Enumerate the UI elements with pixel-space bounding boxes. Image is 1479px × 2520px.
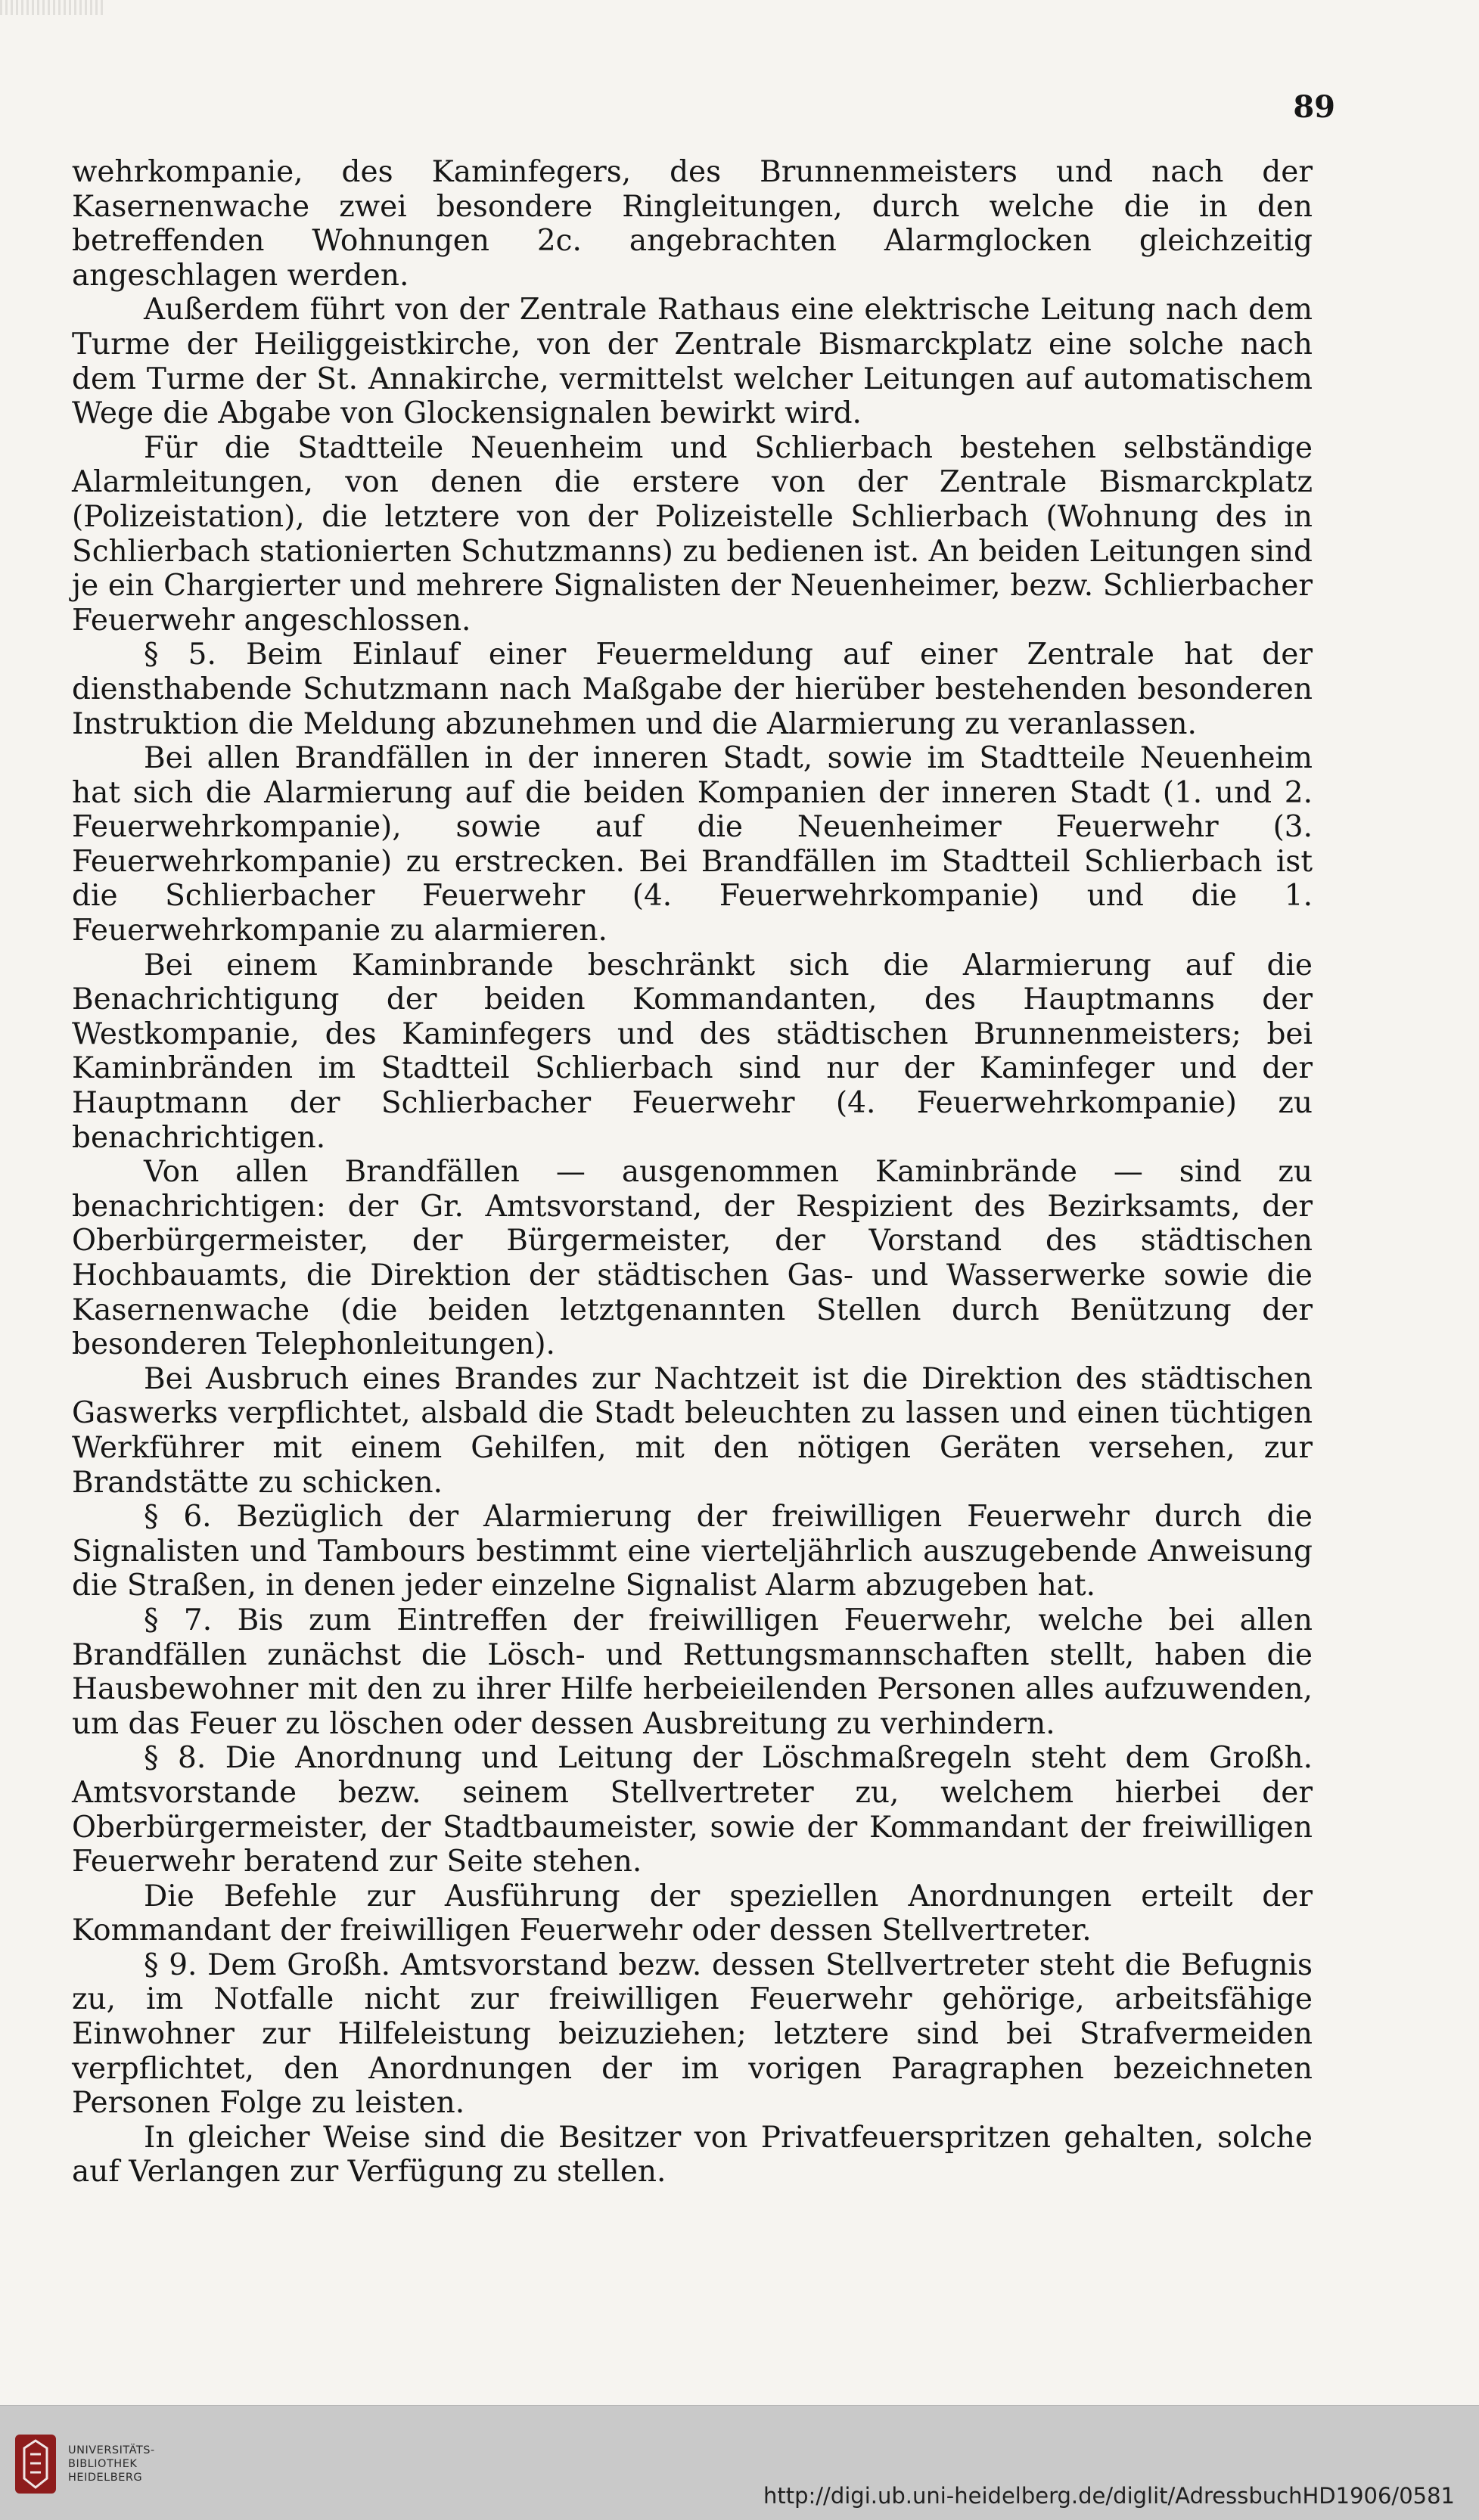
paragraph: Für die Stadtteile Neuenheim und Schlierbach bestehen selbständige Alarmleitungen, von denen die erstere von der Zentrale Bismarckplatz (Polizeistation), die letztere von der Polizeistelle Schlierbach (Wohnung des in Schlierbach stationierten Schutzmanns) zu bedienen ist. An beiden Leitungen sind je ein Chargierter und mehrere Signalisten der Neuenheimer, bezw. Schlierbacher Feuerwehr angeschlossen. <box>72 430 1313 638</box>
paragraph: § 9. Dem Großh. Amtsvorstand bezw. dessen Stellvertreter steht die Befugnis zu, im Notfalle nicht zur freiwilligen Feuerwehr gehörige, arbeitsfähige Einwohner zur Hilfeleistung beizuziehen; letztere sind bei Strafvermeiden verpflichtet, den Anordnungen der im vorigen Paragraphen bezeichneten Personen Folge zu leisten. <box>72 1947 1313 2121</box>
paragraph: Bei einem Kaminbrande beschränkt sich die Alarmierung auf die Benachrichtigung der beiden Kommandanten, des Hauptmanns der Westkompanie, des Kaminfegers und des städtischen Brunnenmeisters; bei Kaminbränden im Stadtteil Schlierbach sind nur der Kaminfeger und der Hauptmann der Schlierbacher Feuerwehr (4. Feuerwehrkompanie) zu benachrichtigen. <box>72 948 1313 1155</box>
paragraph: Von allen Brandfällen — ausgenommen Kaminbrände — sind zu benachrichtigen: der Gr. Amtsvorstand, der Respizient des Bezirksamts, der Oberbürgermeister, der Bürgermeister, der Vorstand des städtischen Hochbauamts, die Direktion der städtischen Gas- und Wasserwerke sowie die Kasernenwache (die beiden letztgenannten Stellen durch Benützung der besonderen Telephonleitungen). <box>72 1155 1313 1362</box>
page-number: 89 <box>1293 89 1335 125</box>
logo-line: UNIVERSITÄTS- <box>68 2444 155 2456</box>
logo-line: HEIDELBERG <box>68 2472 143 2484</box>
paragraph: Die Befehle zur Ausführung der speziellen Anordnungen erteilt der Kommandant der freiwilligen Feuerwehr oder dessen Stellvertreter. <box>72 1879 1313 1948</box>
body-text <box>72 155 1313 2189</box>
library-logo[interactable] <box>14 2430 188 2498</box>
paragraph: Bei Ausbruch eines Brandes zur Nachtzeit ist die Direktion des städtischen Gaswerks verpflichtet, alsbald die Stadt beleuchten zu lassen und einen tüchtigen Werkführer mit einem Gehilfen, mit den nötigen Geräten versehen, zur Brandstätte zu schicken. <box>72 1361 1313 1500</box>
paragraph: wehrkompanie, des Kaminfegers, des Brunnenmeisters und nach der Kasernenwache zwei besondere Ringleitungen, durch welche die in den betreffenden Wohnungen 2c. angebrachten Alarmglocken gleichzeitig angeschlagen werden. <box>72 155 1313 293</box>
seal-icon <box>14 2432 57 2497</box>
paragraph: § 5. Beim Einlauf einer Feuermeldung auf einer Zentrale hat der diensthabende Schutzmann nach Maßgabe der hierüber bestehenden besonderen Instruktion die Meldung abzunehmen und die Alarmierung zu veranlassen. <box>72 638 1313 741</box>
paragraph: Bei allen Brandfällen in der inneren Stadt, sowie im Stadtteile Neuenheim hat sich die Alarmierung auf die beiden Kompanien der inneren Stadt (1. und 2. Feuerwehrkompanie), sowie auf die Neuenheimer Feuerwehr (3. Feuerwehrkompanie) zu erstrecken. Bei Brandfällen im Stadtteil Schlierbach ist die Schlierbacher Feuerwehr (4. Feuerwehrkompanie) und die 1. Feuerwehrkompanie zu alarmieren. <box>72 741 1313 948</box>
paragraph: § 7. Bis zum Eintreffen der freiwilligen Feuerwehr, welche bei allen Brandfällen zunächst die Lösch- und Rettungsmannschaften stellt, haben die Hausbewohner mit den zu ihrer Hilfe herbeieilenden Personen alles aufzuwenden, um das Feuer zu löschen oder dessen Ausbreitung zu verhindern. <box>72 1603 1313 1741</box>
logo-text <box>68 2444 155 2484</box>
scan-artifact <box>0 0 106 15</box>
paragraph: § 6. Bezüglich der Alarmierung der freiwilligen Feuerwehr durch die Signalisten und Tambours bestimmt eine vierteljährlich auszugebende Anweisung die Straßen, in denen jeder einzelne Signalist Alarm abzugeben hat. <box>72 1500 1313 1603</box>
paragraph: Außerdem führt von der Zentrale Rathaus eine elektrische Leitung nach dem Turme der Heiliggeistkirche, von der Zentrale Bismarckplatz eine solche nach dem Turme der St. Annakirche, vermittelst welcher Leitungen auf automatischem Wege die Abgabe von Glockensignalen bewirkt wird. <box>72 293 1313 431</box>
logo-line: BIBLIOTHEK <box>68 2458 138 2470</box>
footer-bar <box>0 2405 1479 2520</box>
source-url-link[interactable]: http://digi.ub.uni-heidelberg.de/diglit/AdressbuchHD1906/0581 <box>763 2483 1455 2509</box>
paragraph: § 8. Die Anordnung und Leitung der Löschmaßregeln steht dem Großh. Amtsvorstande bezw. seinem Stellvertreter zu, welchem hierbei der Oberbürgermeister, der Stadtbaumeister, sowie der Kommandant der freiwilligen Feuerwehr beratend zur Seite stehen. <box>72 1741 1313 1879</box>
paragraph: In gleicher Weise sind die Besitzer von Privatfeuerspritzen gehalten, solche auf Verlangen zur Verfügung zu stellen. <box>72 2120 1313 2189</box>
